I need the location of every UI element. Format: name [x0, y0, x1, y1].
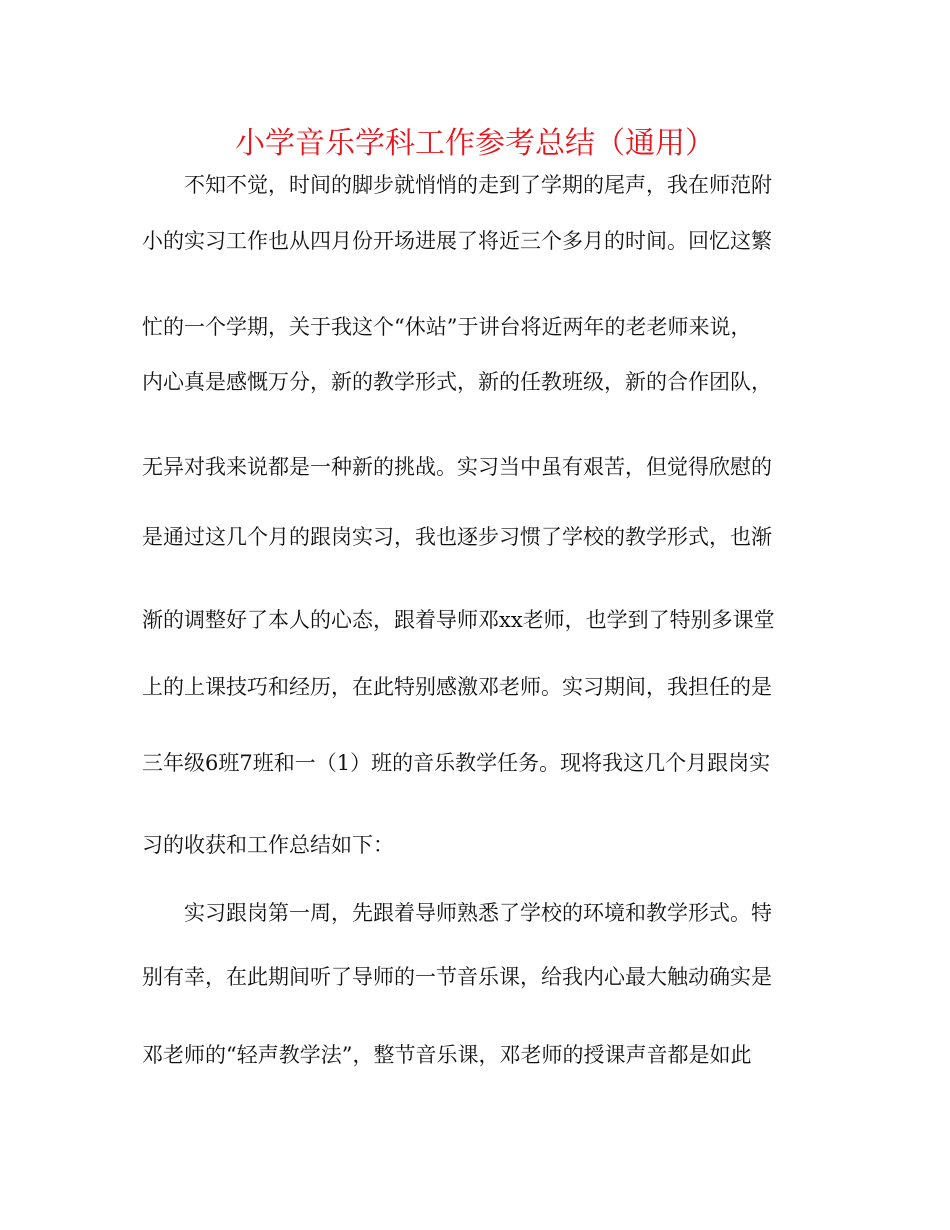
- document-title: 小学音乐学科工作参考总结（通用）: [235, 126, 715, 161]
- paragraph-line-3: 忙的一个学期，关于我这个“休站”于讲台将近两年的老老师来说，: [142, 315, 752, 339]
- paragraph-line-12: 别有幸，在此期间听了导师的一节音乐课，给我内心最大触动确实是: [142, 965, 772, 989]
- paragraph-line-6: 是通过这几个月的跟岗实习，我也逐步习惯了学校的教学形式，也渐: [142, 525, 772, 549]
- paragraph-line-2: 小的实习工作也从四月份开场进展了将近三个多月的时间。回忆这繁: [142, 229, 772, 253]
- paragraph-line-1: 不知不觉，时间的脚步就悄悄的走到了学期的尾声，我在师范附: [184, 173, 772, 197]
- paragraph-line-11: 实习跟岗第一周，先跟着导师熟悉了学校的环境和教学形式。特: [184, 901, 772, 925]
- paragraph-line-7: 渐的调整好了本人的心态，跟着导师邓xx老师，也学到了特别多课堂: [142, 608, 775, 632]
- paragraph-line-5: 无异对我来说都是一种新的挑战。实习当中虽有艰苦，但觉得欣慰的: [142, 455, 772, 479]
- paragraph-line-9: 三年级6班7班和一（1）班的音乐教学任务。现将我这几个月跟岗实: [142, 751, 771, 775]
- paragraph-line-13: 邓老师的“轻声教学法”，整节音乐课，邓老师的授课声音都是如此: [142, 1043, 752, 1067]
- paragraph-line-10: 习的收获和工作总结如下：: [142, 833, 394, 857]
- paragraph-line-4: 内心真是感慨万分，新的教学形式，新的任教班级，新的合作团队，: [142, 370, 772, 394]
- paragraph-line-8: 上的上课技巧和经历，在此特别感激邓老师。实习期间，我担任的是: [142, 675, 772, 699]
